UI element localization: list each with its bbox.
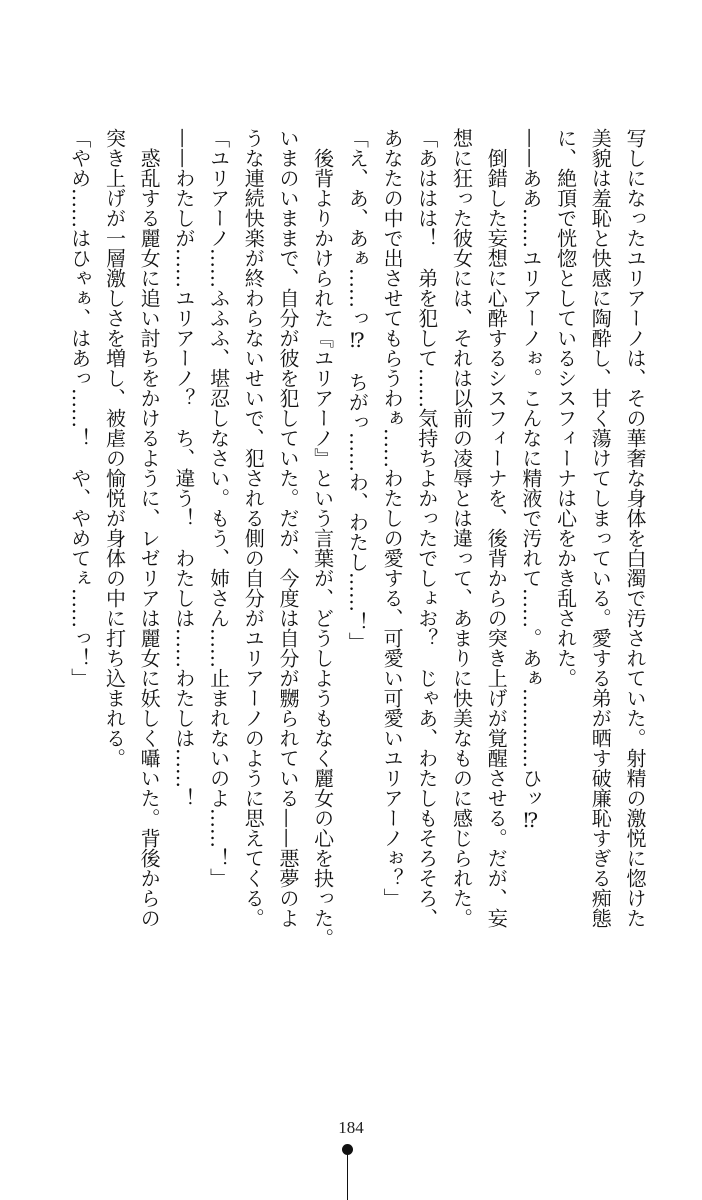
text-line: あなたの中で出させてもらうわぁ……わたしの愛する、可愛い可愛いユリアーノぉ？」	[380, 128, 405, 908]
text-line: 「え、あ、あぁ……っ⁉ ちがっ……わ、わたし……！」	[345, 128, 370, 652]
text-line: 「あははは！ 弟を犯して……気持ちよかったでしょお？ じゃあ、わたしもそろそろ、	[414, 128, 439, 928]
text-line: 後背よりかけられた『ユリアーノ』という言葉が、どうしようもなく麗女の心を抉った。	[310, 128, 335, 948]
text-line: うな連続快楽が終わらないせいで、犯される側の自分がユリアーノのように思えてくる。	[241, 128, 266, 928]
page-marker-dot	[342, 1144, 353, 1155]
text-line: ——ああ……ユリアーノぉ。こんなに精液で汚れて……。あぁ…………ひッ⁉	[518, 128, 543, 832]
text-line: ——わたしが……ユリアーノ？ ち、違う！ わたしは……わたしは……！	[171, 128, 196, 808]
page-number: 184	[338, 1118, 364, 1137]
text-line: 想に狂った彼女には、それは以前の凌辱とは違って、あまりに快美なものに感じられた。	[449, 128, 474, 928]
page-marker-line	[347, 1155, 348, 1200]
text-line: 写しになったユリアーノは、その華奢な身体を白濁で汚されていた。射精の激悦に惚けた	[623, 128, 647, 928]
text-line: 倒錯した妄想に心酔するシスフィーナを、後背からの突き上げが覚醒させる。だが、妄	[484, 128, 509, 928]
body-text	[62, 128, 652, 988]
text-line: いまのいままで、自分が彼を犯していた。だが、今度は自分が嬲られている——悪夢のよ	[275, 128, 300, 928]
text-line: 「やめ……はひゃぁ、はあっ……！ や、やめてぇ……っ！」	[67, 128, 92, 688]
text-line: 「ユリアーノ……ふふふ、堪忍しなさい。もう、姉さん……止まれないのよ……！」	[206, 128, 231, 888]
text-line: 美貌は羞恥と快感に陶酔し、甘く蕩けてしまっている。愛する弟が晒す破廉恥すぎる痴態	[588, 128, 613, 928]
text-line: 惑乱する麗女に追い討ちをかけるように、レゼリアは麗女に妖しく囁いた。背後からの	[137, 128, 162, 928]
text-line: 突き上げが一層激しさを増し、被虐の愉悦が身体の中に打ち込まれる。	[102, 128, 127, 768]
text-line: に、絶頂で恍惚としているシスフィーナは心をかき乱された。	[553, 128, 578, 688]
